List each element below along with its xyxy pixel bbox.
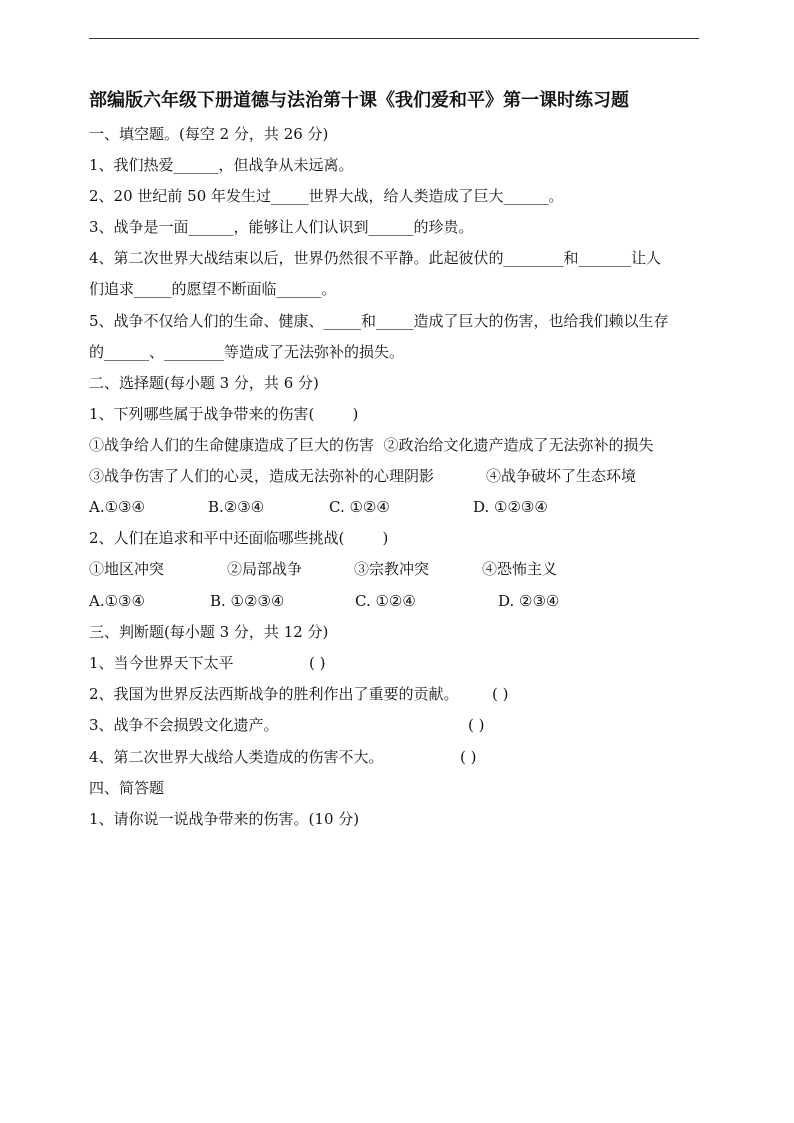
fill-question-5-line2: 的______、________等造成了无法弥补的损失。 bbox=[89, 343, 405, 361]
page-title: 部编版六年级下册道德与法治第十课《我们爱和平》第一课时练习题 bbox=[89, 90, 629, 111]
fill-question-1: 1、我们热爱______，但战争从未远离。 bbox=[89, 156, 354, 174]
option-1: ①地区冲突 bbox=[89, 560, 165, 578]
fill-question-5-line1: 5、战争不仅给人们的生命、健康、_____和_____造成了巨大的伤害，也给我们赖以生存 bbox=[89, 312, 669, 330]
section4-heading: 四、简答题 bbox=[89, 779, 165, 797]
answer-paren: ( ) bbox=[309, 654, 326, 672]
section1-heading: 一、填空题。(每空 2 分，共 26 分) bbox=[89, 125, 329, 143]
choice-question-1-options-line2 bbox=[89, 466, 709, 486]
choice-c: C. ①②④ bbox=[329, 498, 390, 516]
choice-question-1-answers bbox=[89, 497, 709, 517]
fill-question-2: 2、20 世纪前 50 年发生过_____世界大战，给人类造成了巨大______。 bbox=[89, 187, 564, 205]
short-answer-question-1: 1、请你说一说战争带来的伤害。(10 分) bbox=[89, 810, 360, 828]
choice-question-2-options bbox=[89, 559, 709, 579]
answer-paren: ( ) bbox=[492, 685, 509, 703]
header-rule bbox=[89, 38, 699, 39]
judge-item-1 bbox=[89, 653, 709, 673]
choice-question-1-options-line1: ①战争给人们的生命健康造成了巨大的伤害 ②政治给文化遗产造成了无法弥补的损失 bbox=[89, 436, 654, 454]
option-3: ③战争伤害了人们的心灵，造成无法弥补的心理阴影 bbox=[89, 467, 435, 485]
option-2: ②局部战争 bbox=[227, 560, 303, 578]
choice-c: C. ①②④ bbox=[355, 592, 416, 610]
choice-b: B.②③④ bbox=[208, 498, 265, 516]
section2-heading: 二、选择题(每小题 3 分，共 6 分) bbox=[89, 374, 319, 392]
answer-paren: ( ) bbox=[468, 716, 485, 734]
section3-heading: 三、判断题(每小题 3 分，共 12 分) bbox=[89, 623, 329, 641]
judge-item-4 bbox=[89, 747, 709, 767]
judge-item-text: 3、战争不会损毁文化遗产。 bbox=[89, 716, 279, 734]
choice-a: A.①③④ bbox=[89, 592, 145, 610]
option-3: ③宗教冲突 bbox=[354, 560, 430, 578]
choice-question-2-answers bbox=[89, 591, 709, 611]
judge-item-text: 4、第二次世界大战给人类造成的伤害不大。 bbox=[89, 748, 384, 766]
choice-question-2-stem: 2、人们在追求和平中还面临哪些挑战( ) bbox=[89, 529, 389, 547]
choice-b: B. ①②③④ bbox=[210, 592, 285, 610]
answer-paren: ( ) bbox=[460, 748, 477, 766]
fill-question-4-line1: 4、第二次世界大战结束以后，世界仍然很不平静。此起彼伏的________和_______让人 bbox=[89, 249, 662, 267]
choice-d: D. ②③④ bbox=[498, 592, 560, 610]
option-4: ④战争破坏了生态环境 bbox=[486, 467, 637, 485]
choice-d: D. ①②③④ bbox=[473, 498, 548, 516]
choice-question-1-stem: 1、下列哪些属于战争带来的伤害( ) bbox=[89, 405, 359, 423]
judge-item-3 bbox=[89, 715, 709, 735]
judge-item-text: 1、当今世界天下太平 bbox=[89, 654, 234, 672]
fill-question-3: 3、战争是一面______，能够让人们认识到______的珍贵。 bbox=[89, 218, 474, 236]
judge-item-text: 2、我国为世界反法西斯战争的胜利作出了重要的贡献。 bbox=[89, 685, 459, 703]
option-4: ④恐怖主义 bbox=[482, 560, 558, 578]
fill-question-4-line2: 们追求_____的愿望不断面临______。 bbox=[89, 280, 337, 298]
choice-a: A.①③④ bbox=[89, 498, 145, 516]
judge-item-2 bbox=[89, 684, 709, 704]
